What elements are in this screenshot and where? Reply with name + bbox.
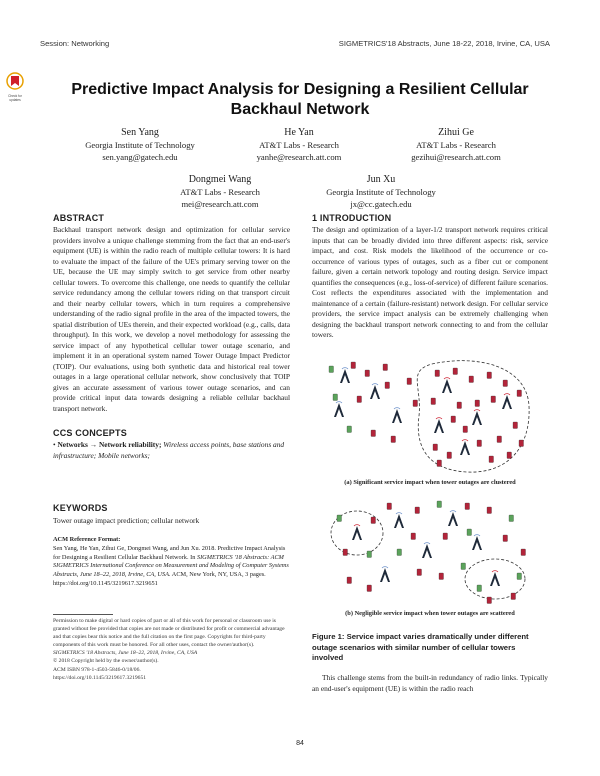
user-equipment-icon bbox=[413, 400, 418, 407]
badge-line1: Check for bbox=[8, 94, 22, 98]
author-block bbox=[296, 173, 466, 210]
page-number: 84 bbox=[296, 740, 304, 747]
author-affiliation: Georgia Institute of Technology bbox=[85, 140, 195, 150]
user-equipment-icon bbox=[365, 370, 370, 377]
user-equipment-icon bbox=[435, 370, 440, 377]
user-equipment-icon bbox=[333, 394, 338, 401]
user-equipment-icon bbox=[489, 456, 494, 463]
user-equipment-icon bbox=[433, 444, 438, 451]
user-equipment-icon bbox=[487, 372, 492, 379]
author-email[interactable]: sen.yang@gatech.edu bbox=[102, 152, 178, 162]
user-equipment-icon bbox=[417, 569, 422, 576]
user-equipment-icon bbox=[357, 396, 362, 403]
author-email[interactable]: jx@cc.gatech.edu bbox=[350, 199, 412, 209]
keywords-heading: KEYWORDS bbox=[53, 503, 108, 513]
author-affiliation: AT&T Labs - Research bbox=[416, 140, 496, 150]
figure-1-caption: Figure 1: Service impact varies dramatically under different outage scenarios with similar number of cellular towers involved bbox=[312, 632, 529, 662]
user-equipment-icon bbox=[347, 577, 352, 584]
user-equipment-icon bbox=[487, 507, 492, 514]
figure-1a-diagram bbox=[327, 356, 533, 476]
ccs-subconcept: Network reliability; bbox=[98, 440, 162, 449]
user-equipment-icon bbox=[451, 416, 456, 423]
user-equipment-icon bbox=[383, 364, 388, 371]
author-email[interactable]: gezihui@research.att.com bbox=[411, 152, 501, 162]
ccs-concept: Networks bbox=[57, 440, 88, 449]
user-equipment-icon bbox=[371, 517, 376, 524]
permission-copyright: © 2018 Copyright held by the owner/author(s). bbox=[53, 658, 159, 665]
user-equipment-icon bbox=[367, 585, 372, 592]
user-equipment-icon bbox=[351, 362, 356, 369]
user-equipment-icon bbox=[431, 398, 436, 405]
acm-reference-heading: ACM Reference Format: bbox=[53, 536, 121, 543]
user-equipment-icon bbox=[465, 503, 470, 510]
user-equipment-icon bbox=[517, 390, 522, 397]
author-block bbox=[55, 126, 225, 163]
paper-title: Predictive Impact Analysis for Designing a Resilient Cellular Backhaul Network bbox=[71, 81, 529, 118]
user-equipment-icon bbox=[385, 382, 390, 389]
author-email[interactable]: yanhe@research.att.com bbox=[256, 152, 342, 162]
user-equipment-icon bbox=[343, 549, 348, 556]
acm-reference-venue: SIGMETRICS '18 Abstracts: ACM SIGMETRICS International Conference on Measurement and Modeling of Computer Systems Abstracts, June 18–22, 2018, Irvine, CA, USA. bbox=[53, 553, 289, 579]
user-equipment-icon bbox=[337, 515, 342, 522]
figure-background bbox=[327, 493, 533, 607]
permission-conference: SIGMETRICS '18 Abstracts, June 18–22, 2018, Irvine, CA, USA bbox=[53, 650, 198, 657]
user-equipment-icon bbox=[411, 533, 416, 540]
author-affiliation: Georgia Institute of Technology bbox=[326, 187, 436, 197]
introduction-heading: 1 INTRODUCTION bbox=[312, 213, 392, 223]
acm-reference-tail[interactable]: ACM, New York, NY, USA, 3 pages. https://doi.org/10.1145/3219617.3219651 bbox=[53, 571, 266, 587]
user-equipment-icon bbox=[391, 436, 396, 443]
bookmark-icon bbox=[4, 72, 26, 90]
user-equipment-icon bbox=[503, 380, 508, 387]
author-affiliation: AT&T Labs - Research bbox=[259, 140, 339, 150]
ccs-arrow: → bbox=[89, 440, 98, 449]
figure-1a-caption: (a) Significant service impact when tower outages are clustered bbox=[344, 479, 516, 486]
author-block bbox=[135, 173, 305, 210]
introduction-continued: This challenge stems from the built-in redundancy of radio links. Typically an end-user's equipment (UE) is within the radio reach bbox=[312, 673, 548, 693]
permission-block bbox=[53, 617, 290, 682]
author-name: He Yan bbox=[284, 127, 314, 138]
abstract-text: Backhaul transport network design and optimization for cellular service providers involve a unique challenge stemming from the fact that an end-user's equipment (UE) is within the radio reach of multiple cellular towers: It is hard to evaluate the impact of the failure of the UE's primary serving tower on the UE, because the UE may simply switch to get service from other nearby cellular towers. To overcome this challenge, one needs to quantify the cellular service redundancy among the cellular towers riding on that transport circuit and their nearby cellular towers, which in turn requires a comprehensive understanding of the radio signal profile in the area of the impacted towers, the spatial distribution of UEs therein, and their expected workload (e.g., calls, data throughput). In this work, we develop a novel methodology for assessing the service impact of any hypothetical cellular tower outage scenario, and implement it in an operational system named Tower Outage Impact Predictor (TOIP). Our evaluations, using both synthetic data and historical real tower outages in a large operational cellular network, show conclusively that TOIP gives an accurate assessment of various tower outage scenarios, and can provide critical input data towards designing a reliable cellular backhaul transport network. bbox=[53, 225, 290, 413]
user-equipment-icon bbox=[469, 376, 474, 383]
user-equipment-icon bbox=[477, 585, 482, 592]
introduction-text: The design and optimization of a layer-1/2 transport network requires critical inputs that can be broadly divided into three different aspects: risk, service impact, and cost. Risk models the likelihood of the occurrence or co-occurrence of various types of outages, such as a fiber cut or component failure, given a certain network topology and routing design. Service impact quantifies the consequences (e.g., loss-of-service) of different failure scenarios. Cost reflects the expenditures associated with the implementation and maintenance of a certain (failure-resistant) network design. For cellular service providers, the service impact analysis can be extremely challenging when designing the backhaul transport network connecting to and from the cellular towers. bbox=[312, 225, 548, 339]
user-equipment-icon bbox=[513, 422, 518, 429]
user-equipment-icon bbox=[453, 368, 458, 375]
acm-reference bbox=[53, 536, 290, 589]
user-equipment-icon bbox=[347, 426, 352, 433]
author-name: Zihui Ge bbox=[438, 127, 474, 138]
user-equipment-icon bbox=[437, 501, 442, 508]
footnote-rule bbox=[53, 614, 113, 615]
permission-text: Permission to make digital or hard copies of part or all of this work for personal or classroom use is granted without fee provided that copies are not made or distributed for profit or commercial advantage and that copies bear this notice and the full citation on the first page. Copyrights for third-party components of this work must be honored. For all other uses, contact the owner/author(s). bbox=[53, 618, 285, 649]
user-equipment-icon bbox=[457, 402, 462, 409]
user-equipment-icon bbox=[437, 460, 442, 467]
keywords-text: Tower outage impact prediction; cellular network bbox=[53, 516, 200, 525]
author-name: Sen Yang bbox=[121, 127, 159, 138]
user-equipment-icon bbox=[503, 535, 508, 542]
user-equipment-icon bbox=[371, 430, 376, 437]
ccs-text bbox=[53, 440, 290, 461]
author-name: Dongmei Wang bbox=[188, 174, 252, 185]
user-equipment-icon bbox=[519, 440, 524, 447]
abstract-heading: ABSTRACT bbox=[53, 213, 105, 223]
badge-line2: updates bbox=[9, 97, 21, 102]
figure-1b-caption: (b) Negligible service impact when tower outages are scattered bbox=[345, 610, 515, 617]
acm-reference-plain: Sen Yang, He Yan, Zihui Ge, Dongmei Wang, and Jun Xu. 2018. Predictive Impact Analysis for Designing a Resilient Cellular Backhaul Network. In bbox=[53, 544, 286, 561]
user-equipment-icon bbox=[367, 551, 372, 558]
author-block bbox=[214, 126, 384, 163]
author-affiliation: AT&T Labs - Research bbox=[180, 187, 260, 197]
user-equipment-icon bbox=[509, 515, 514, 522]
author-email[interactable]: mei@research.att.com bbox=[181, 199, 259, 209]
user-equipment-icon bbox=[517, 573, 522, 580]
user-equipment-icon bbox=[407, 378, 412, 385]
permission-doi[interactable]: https://doi.org/10.1145/3219617.3219651 bbox=[53, 674, 147, 681]
user-equipment-icon bbox=[491, 396, 496, 403]
acm-reference-body bbox=[53, 545, 290, 589]
user-equipment-icon bbox=[521, 549, 526, 556]
user-equipment-icon bbox=[477, 440, 482, 447]
ccs-rest: Wireless access points, base stations and infrastructure; Mobile networks; bbox=[53, 440, 285, 460]
user-equipment-icon bbox=[511, 593, 516, 600]
author-name: Jun Xu bbox=[366, 174, 396, 185]
ccs-heading: CCS CONCEPTS bbox=[53, 428, 127, 438]
user-equipment-icon bbox=[467, 529, 472, 536]
user-equipment-icon bbox=[415, 507, 420, 514]
user-equipment-icon bbox=[387, 503, 392, 510]
user-equipment-icon bbox=[461, 563, 466, 570]
figure-1b-diagram bbox=[327, 493, 533, 607]
user-equipment-icon bbox=[487, 597, 492, 604]
user-equipment-icon bbox=[463, 426, 468, 433]
user-equipment-icon bbox=[329, 366, 334, 373]
running-header-left: Session: Networking bbox=[40, 39, 110, 48]
permission-isbn: ACM ISBN 978-1-4503-5846-0/18/06. bbox=[53, 666, 141, 673]
author-block bbox=[371, 126, 541, 163]
running-header-right: SIGMETRICS'18 Abstracts, June 18-22, 2018, Irvine, CA, USA bbox=[338, 39, 550, 48]
check-for-updates-badge[interactable] bbox=[4, 72, 26, 102]
user-equipment-icon bbox=[439, 573, 444, 580]
user-equipment-icon bbox=[447, 452, 452, 459]
user-equipment-icon bbox=[475, 400, 480, 407]
user-equipment-icon bbox=[497, 436, 502, 443]
user-equipment-icon bbox=[443, 533, 448, 540]
user-equipment-icon bbox=[507, 452, 512, 459]
figure-background bbox=[327, 356, 533, 476]
user-equipment-icon bbox=[397, 549, 402, 556]
ccs-bullet: • bbox=[53, 440, 56, 449]
